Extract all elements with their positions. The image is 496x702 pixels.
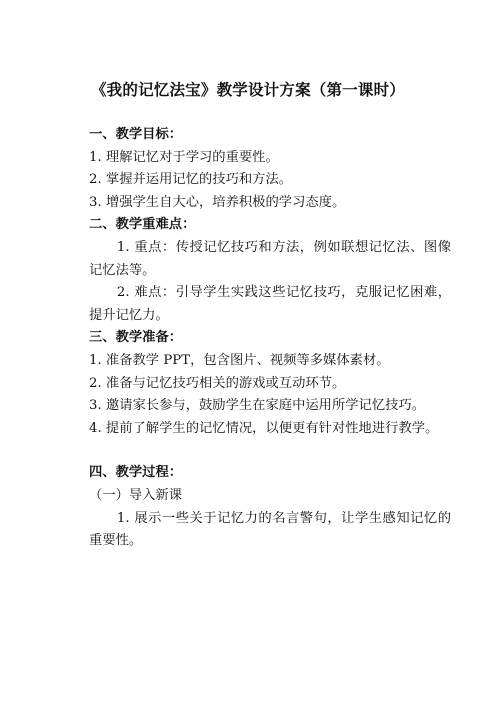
preparation-item: 2. 准备与记忆技巧相关的游戏或互动环节。 [89, 375, 346, 391]
section-heading-process: 四、教学过程： [89, 465, 183, 481]
process-subheading: （一）导入新课 [89, 487, 183, 503]
section-heading-objectives: 一、教学目标： [89, 127, 183, 142]
section-spacer [89, 440, 451, 462]
difficulty-paragraph: 2. 难点：引导学生实践这些记忆技巧，克服记忆困难，提升记忆力。 [89, 285, 451, 323]
document-title: 《我的记忆法宝》教学设计方案（第一课时） [90, 80, 405, 99]
preparation-item: 3. 邀请家长参与，鼓励学生在家庭中运用所学记忆技巧。 [89, 398, 426, 414]
objective-item: 1. 理解记忆对于学习的重要性。 [89, 149, 279, 165]
objective-item: 2. 掌握并运用记忆的技巧和方法。 [89, 172, 293, 188]
key-point-paragraph: 1. 重点：传授记忆技巧和方法，例如联想记忆法、图像记忆法等。 [89, 239, 451, 278]
preparation-item: 1. 准备教学 PPT，包含图片、视频等多媒体素材。 [89, 352, 390, 368]
process-paragraph: 1. 展示一些关于记忆力的名言警句，让学生感知记忆的重要性。 [89, 510, 451, 549]
section-heading-key-points: 二、教学重难点： [89, 217, 196, 233]
preparation-item: 4. 提前了解学生的记忆情况，以便更有针对性地进行教学。 [89, 420, 439, 436]
section-heading-preparation: 三、教学准备： [89, 330, 183, 346]
objective-item: 3. 增强学生自大心，培养积极的学习态度。 [89, 194, 346, 210]
document-body [89, 124, 451, 553]
